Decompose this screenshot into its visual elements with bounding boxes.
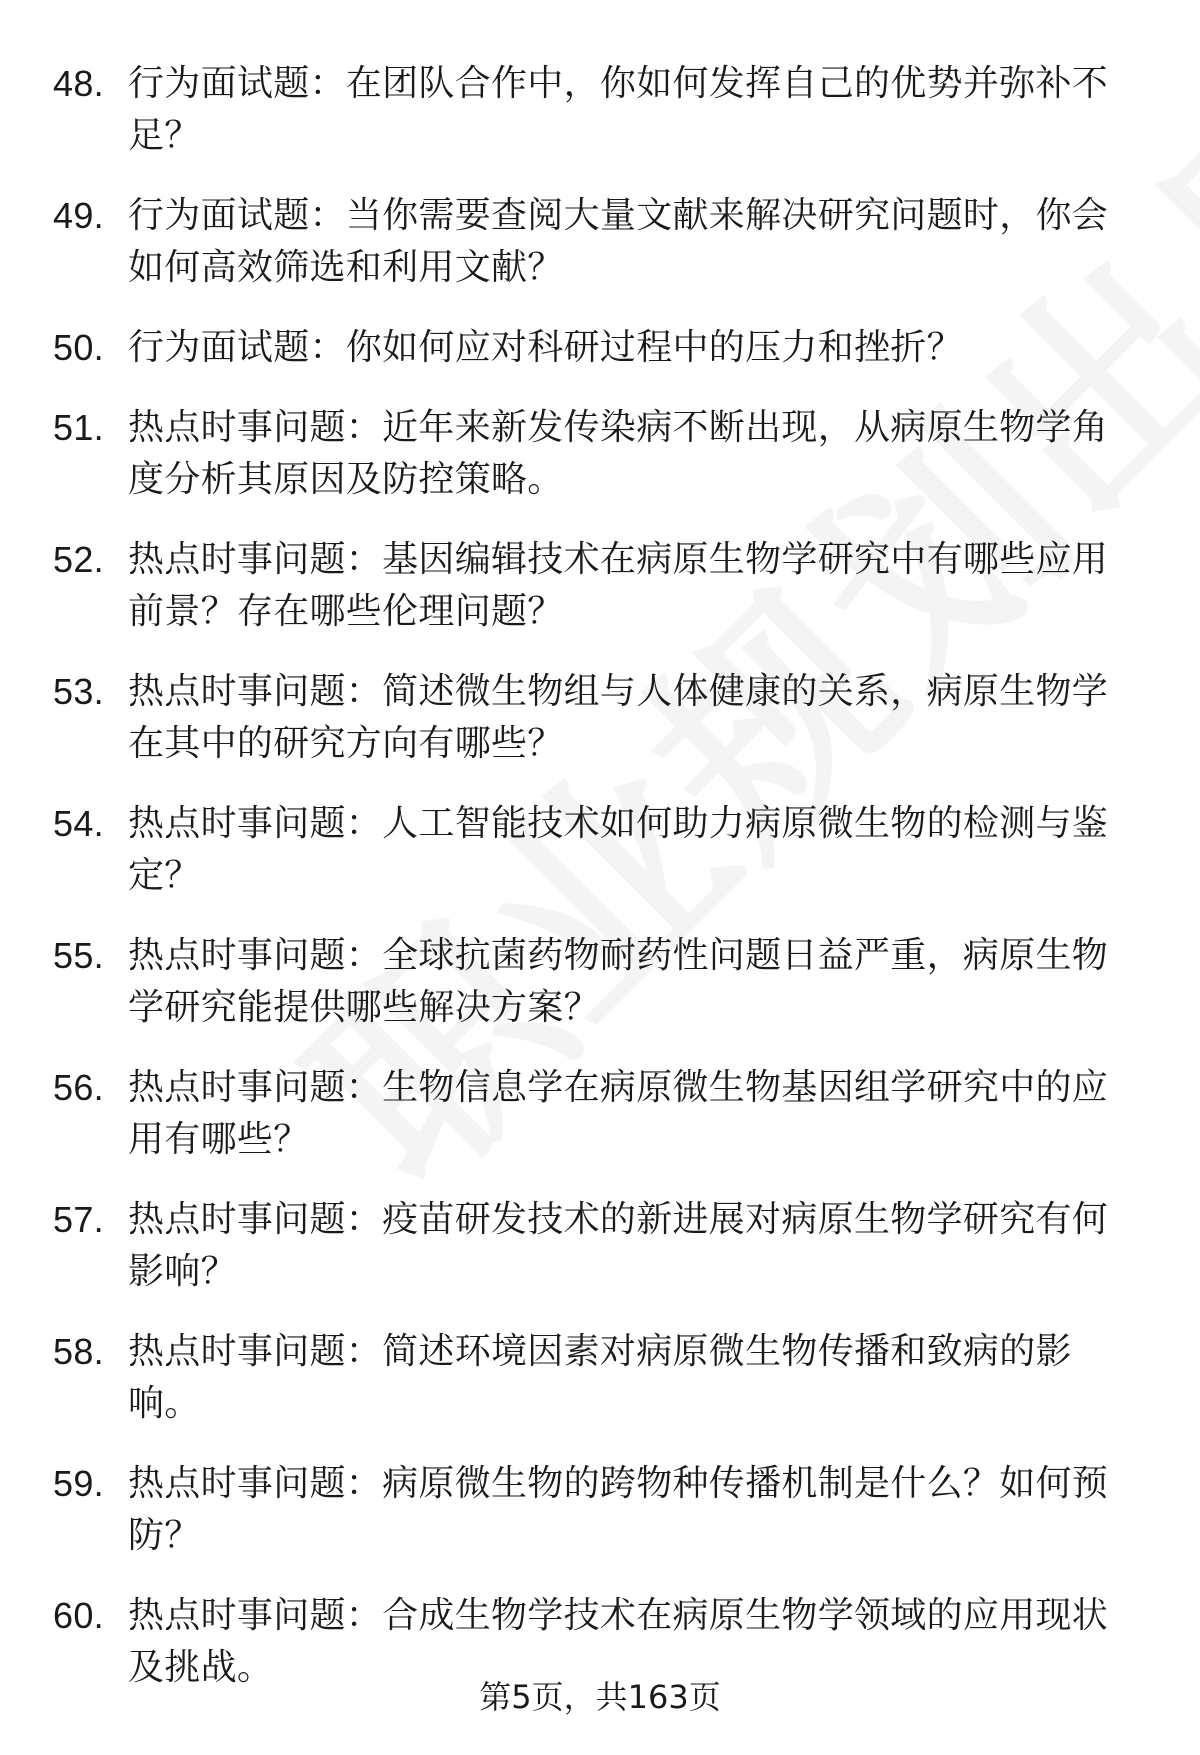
item-number: 56. bbox=[53, 1067, 104, 1108]
item-number: 60. bbox=[53, 1595, 104, 1636]
item-text: 热点时事问题：基因编辑技术在病原生物学研究中有哪些应用前景？存在哪些伦理问题？ bbox=[128, 539, 1109, 632]
list-item bbox=[0, 534, 1200, 638]
item-number: 57. bbox=[53, 1199, 104, 1240]
item-text: 热点时事问题：近年来新发传染病不断出现，从病原生物学角度分析其原因及防控策略。 bbox=[128, 407, 1109, 500]
item-number: 48. bbox=[53, 63, 104, 104]
list-item bbox=[0, 1458, 1200, 1562]
item-number: 49. bbox=[53, 195, 104, 236]
item-text: 热点时事问题：疫苗研发技术的新进展对病原生物学研究有何影响？ bbox=[128, 1199, 1109, 1292]
list-item bbox=[0, 798, 1200, 902]
item-text: 热点时事问题：生物信息学在病原微生物基因组学研究中的应用有哪些？ bbox=[128, 1067, 1109, 1160]
item-text: 热点时事问题：简述微生物组与人体健康的关系，病原生物学在其中的研究方向有哪些？ bbox=[128, 671, 1109, 764]
item-number: 53. bbox=[53, 671, 104, 712]
item-text: 行为面试题：在团队合作中，你如何发挥自己的优势并弥补不足？ bbox=[128, 63, 1109, 156]
list-item bbox=[0, 1326, 1200, 1430]
item-text: 热点时事问题：病原微生物的跨物种传播机制是什么？如何预防？ bbox=[128, 1463, 1109, 1556]
list-item bbox=[0, 1194, 1200, 1298]
item-number: 58. bbox=[53, 1331, 104, 1372]
item-number: 50. bbox=[53, 327, 104, 368]
item-number: 51. bbox=[53, 407, 104, 448]
item-number: 55. bbox=[53, 935, 104, 976]
item-text: 热点时事问题：全球抗菌药物耐药性问题日益严重，病原生物学研究能提供哪些解决方案？ bbox=[128, 935, 1109, 1028]
item-number: 54. bbox=[53, 803, 104, 844]
item-text: 热点时事问题：合成生物学技术在病原生物学领域的应用现状及挑战。 bbox=[128, 1595, 1109, 1688]
list-item bbox=[0, 666, 1200, 770]
page-footer: 第5页，共163页 bbox=[479, 1678, 721, 1716]
item-number: 59. bbox=[53, 1463, 104, 1504]
list-item bbox=[0, 1062, 1200, 1166]
item-text: 热点时事问题：简述环境因素对病原微生物传播和致病的影响。 bbox=[128, 1331, 1072, 1424]
list-item bbox=[0, 190, 1200, 294]
list-item bbox=[0, 402, 1200, 506]
list-item bbox=[0, 930, 1200, 1034]
list-item bbox=[0, 58, 1200, 162]
question-list bbox=[0, 58, 1200, 1722]
item-text: 热点时事问题：人工智能技术如何助力病原微生物的检测与鉴定？ bbox=[128, 803, 1109, 896]
list-item bbox=[0, 322, 1200, 374]
item-number: 52. bbox=[53, 539, 104, 580]
item-text: 行为面试题：你如何应对科研过程中的压力和挫折？ bbox=[128, 327, 963, 368]
item-text: 行为面试题：当你需要查阅大量文献来解决研究问题时，你会如何高效筛选和利用文献？ bbox=[128, 195, 1109, 288]
